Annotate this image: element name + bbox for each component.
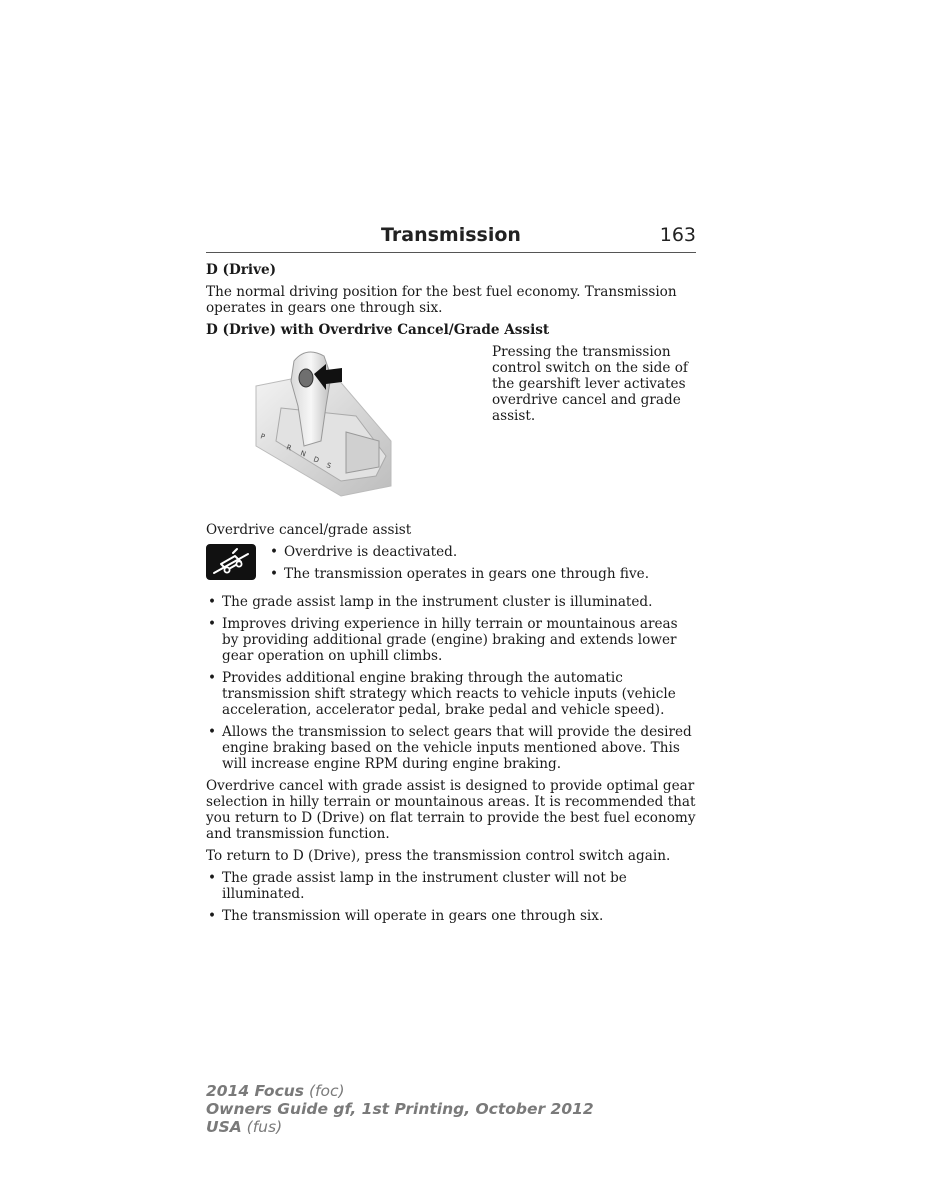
list-item: • Provides additional engine braking through the automatic transmission shift strategy which reacts to vehicle inputs (vehicle acceleration, accelerator pedal, brake pedal and vehicle speed).: [206, 670, 698, 718]
gear-label-n: N: [299, 449, 307, 459]
footer-guide: Owners Guide gf, 1st Printing, October 2012: [206, 1100, 594, 1118]
grade-assist-icon: [206, 544, 256, 580]
overdrive-label: Overdrive cancel/grade assist: [206, 522, 412, 538]
feature-bullet-list: [206, 594, 698, 772]
list-item: • Improves driving experience in hilly terrain or mountainous areas by providing additional grade (engine) braking and extends lower gear operation on uphill climbs.: [206, 616, 698, 664]
footer-model: 2014 Focus: [206, 1082, 305, 1100]
list-item: • The transmission operates in gears one through five.: [268, 566, 649, 582]
page-header: [206, 224, 696, 253]
list-item: • Overdrive is deactivated.: [268, 544, 649, 560]
footer-guide-line: [206, 1100, 706, 1118]
gearshift-illustration-svg: [246, 346, 486, 506]
footer-region-line: [206, 1118, 706, 1136]
list-item: • The grade assist lamp in the instrument cluster will not be illuminated.: [206, 870, 698, 902]
list-item: • The transmission will operate in gears one through six.: [206, 908, 698, 924]
drive-heading: D (Drive): [206, 262, 277, 278]
figure-caption-text: Pressing the transmission control switch on the side of the gearshift lever activates overdrive cancel and grade assist.: [492, 344, 688, 424]
overdrive-heading: D (Drive) with Overdrive Cancel/Grade Assist: [206, 322, 550, 338]
list-item: • The grade assist lamp in the instrument cluster is illuminated.: [206, 594, 698, 610]
icon-bullet-list: [268, 544, 649, 588]
gearshift-illustration: [246, 346, 486, 506]
gear-label-r: R: [285, 443, 293, 453]
return-bullet-list: [206, 870, 698, 924]
control-switch: [299, 369, 313, 387]
footer-model-code: (foc): [304, 1082, 345, 1100]
drive-text: The normal driving position for the best fuel economy. Transmission operates in gears one through six.: [206, 284, 677, 316]
return-text: To return to D (Drive), press the transmission control switch again.: [206, 848, 671, 864]
footer-region: USA: [206, 1118, 242, 1136]
page-title: Transmission: [381, 224, 521, 246]
gear-label-d: D: [312, 455, 320, 465]
page-content: [206, 262, 698, 930]
list-item: • Allows the transmission to select gears that will provide the desired engine braking based on the vehicle inputs mentioned above. This will increase engine RPM during engine braking.: [206, 724, 698, 772]
figure-row: [206, 344, 698, 506]
overdrive-icon-row: [206, 544, 698, 588]
footer-model-line: [206, 1082, 706, 1100]
gear-label-p: P: [259, 432, 266, 442]
page-footer: [206, 1082, 706, 1136]
gear-label-s: S: [325, 461, 333, 471]
summary-text: Overdrive cancel with grade assist is designed to provide optimal gear selection in hilly terrain or mountainous areas. It is recommended that you return to D (Drive) on flat terrain to provide the best fuel economy and transmission function.: [206, 778, 696, 842]
page-number: 163: [659, 224, 696, 246]
grade-assist-icon-svg: [211, 547, 251, 577]
footer-region-code: (fus): [241, 1118, 283, 1136]
